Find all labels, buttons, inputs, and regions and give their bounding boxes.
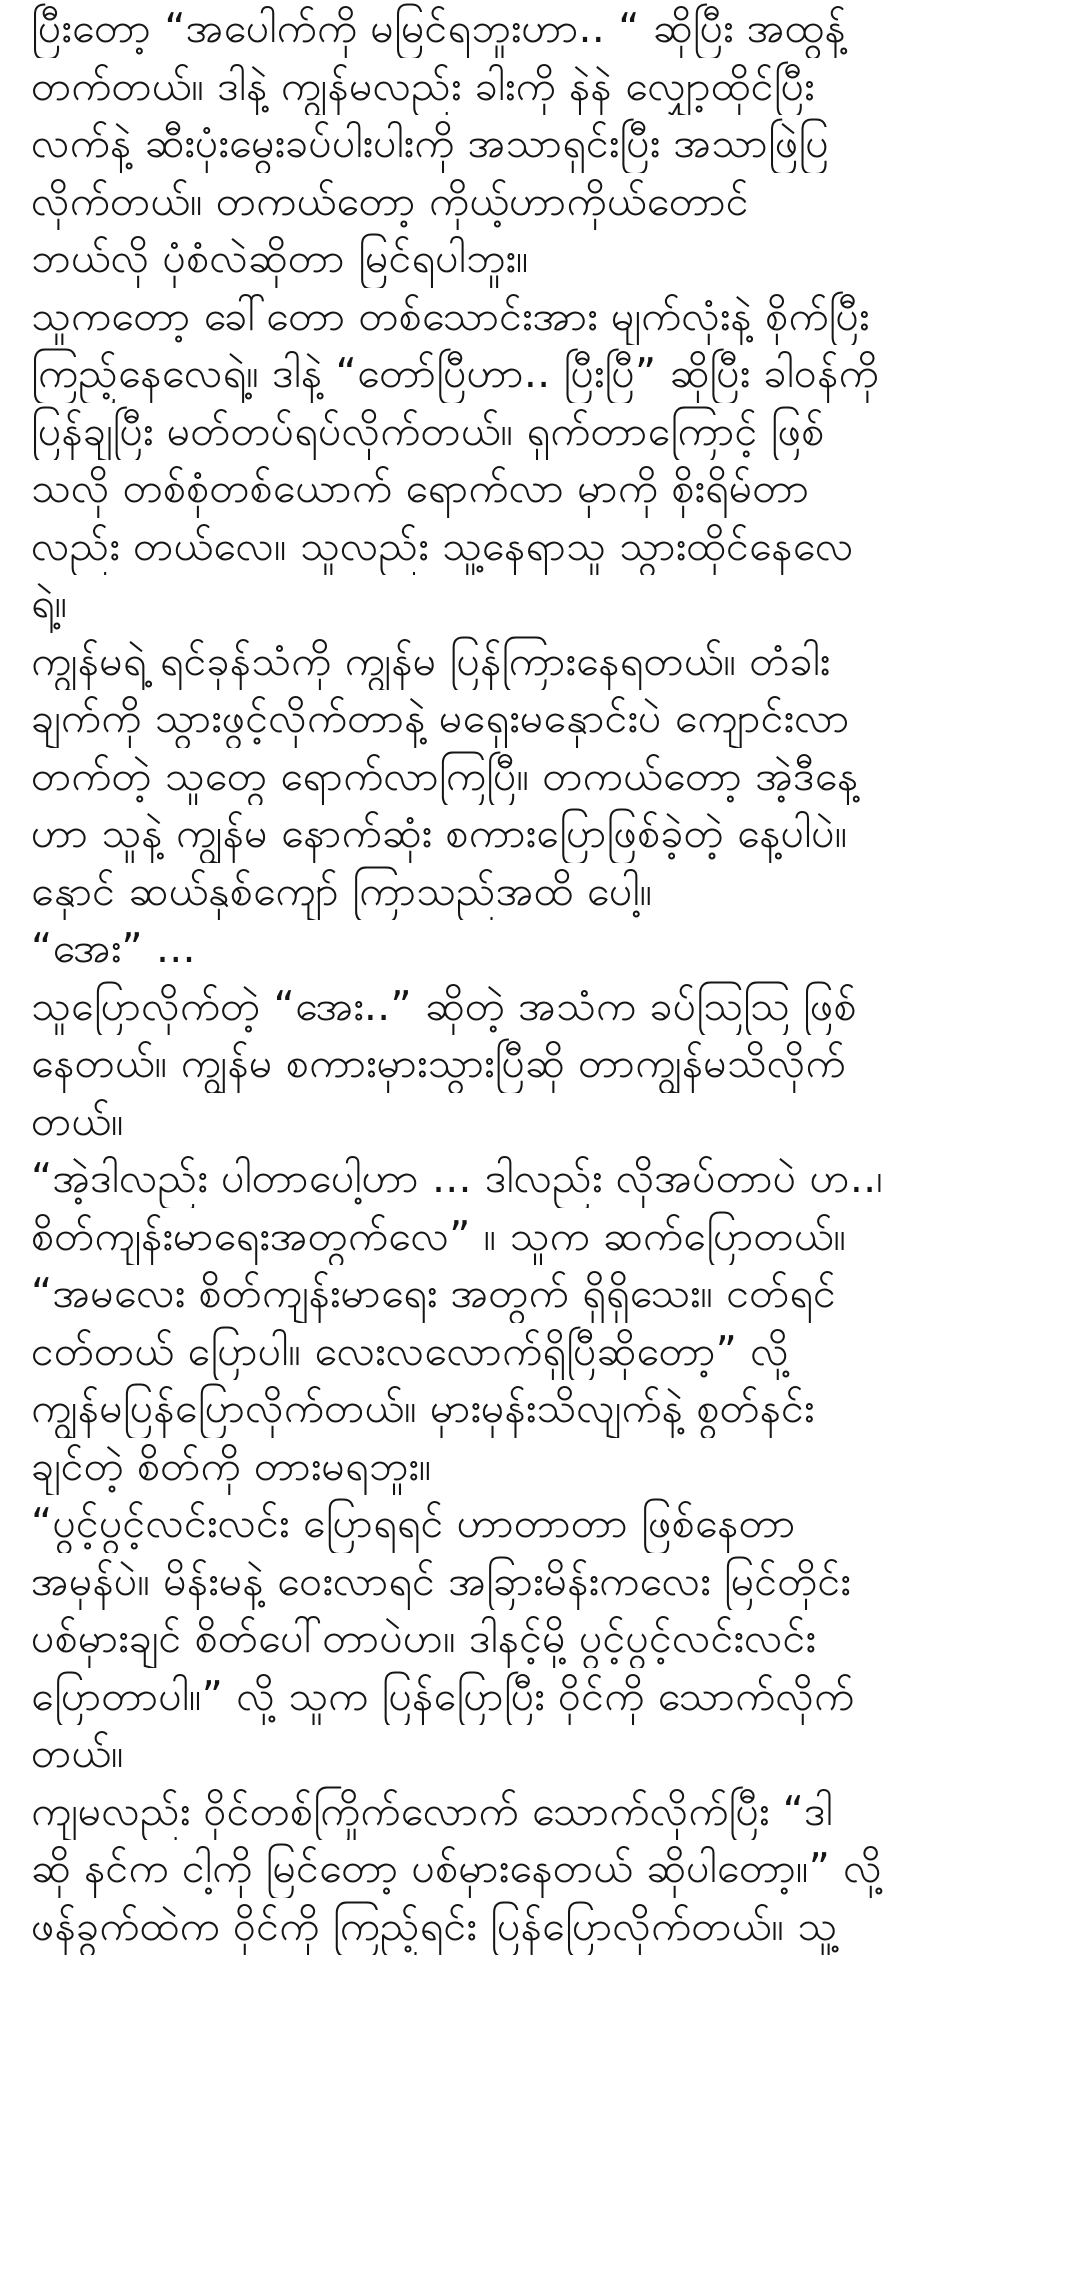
document-body bbox=[31, 0, 1056, 1955]
text-line: “အမလေး စိတ်ကျန်းမာရေး အတွက် ရှိရှိသေး။ ငတ်ရင် bbox=[31, 1269, 837, 1317]
text-line: ချက်ကို သွားဖွင့်လိုက်တာနဲ့ မရှေးမနှောင်းပဲ ကျောင်းလာ bbox=[31, 694, 850, 742]
paragraph bbox=[31, 288, 1056, 633]
text-line: တယ်။ bbox=[31, 1096, 124, 1145]
text-line: အမှန်ပဲ။ မိန်းမနဲ့ ဝေးလာရင် အခြားမိန်းကလေး မြင်တိုင်း bbox=[31, 1556, 851, 1605]
text-line: လည်း တယ်လေ။ သူလည်း သူ့နေရာသူ သွားထိုင်နေလေ bbox=[31, 521, 854, 570]
text-line: ပစ်မှားချင် စိတ်ပေါ်တာပဲဟ။ ဒါနင့်မို့ ပွင့်ပွင့်လင်းလင်း bbox=[31, 1614, 817, 1662]
paragraph bbox=[31, 1783, 1056, 1956]
text-line: ကျမလည်း ဝိုင်တစ်ကြိုက်လောက် သောက်လိုက်ပြီး “ဒါ bbox=[31, 1786, 833, 1835]
paragraph bbox=[31, 978, 1056, 1151]
text-line: ရဲ့။ bbox=[31, 579, 68, 627]
text-line: တက်တဲ့ သူတွေ ရောက်လာကြပြီ။ တကယ်တော့ အဲ့ဒီနေ့ bbox=[31, 751, 859, 800]
text-line: ကျွန်မရဲ့ ရင်ခုန်သံကို ကျွန်မ ပြန်ကြားနေရတယ်။ တံခါး bbox=[31, 636, 831, 685]
text-line: သူကတော့ ခေါ်တော တစ်သောင်းအား မျက်လုံးနဲ့ စိုက်ပြီး bbox=[31, 291, 870, 340]
paragraph bbox=[31, 633, 1056, 921]
text-line: ကြည့်နေလေရဲ့။ ဒါနဲ့ “တော်ပြီဟာ.. ပြီးပြီ” ဆိုပြီး ခါဝန်ကို bbox=[31, 349, 879, 397]
text-line: စိတ်ကျန်းမာရေးအတွက်လေ” ။ သူက ဆက်ပြောတယ်။ bbox=[31, 1211, 847, 1260]
text-line: ဆို နင်က ငါ့ကို မြင်တော့ ပစ်မှားနေတယ် ဆိုပါတော့။” လို့ bbox=[31, 1844, 882, 1892]
text-line: ဘယ်လို ပုံစံလဲဆိုတာ မြင်ရပါဘူး။ bbox=[31, 234, 529, 282]
text-line: လိုက်တယ်။ တကယ်တော့ ကိုယ့်ဟာကိုယ်တောင် bbox=[31, 176, 749, 225]
paragraph bbox=[31, 0, 1056, 288]
text-line: “ပွင့်ပွင့်လင်းလင်း ပြောရရင် ဟာတာတာ ဖြစ်နေတာ bbox=[31, 1499, 796, 1547]
text-line: ဟာ သူနဲ့ ကျွန်မ နောက်ဆုံး စကားပြောဖြစ်ခဲ့တဲ့ နေ့ပါပဲ။ bbox=[31, 809, 848, 857]
text-line: လက်နဲ့ ဆီးပုံးမွေးခပ်ပါးပါးကို အသာရှင်းပြီး အသာဖြဲပြ bbox=[31, 119, 829, 167]
text-line: သူပြောလိုက်တဲ့ “အေး..” ဆိုတဲ့ အသံက ခပ်သြသြ ဖြစ် bbox=[31, 981, 857, 1030]
text-line: ပြန်ချပြီး မတ်တပ်ရပ်လိုက်တယ်။ ရှက်တာကြောင့် ဖြစ် bbox=[31, 406, 825, 455]
text-line: ချင်တဲ့ စိတ်ကို တားမရဘူး။ bbox=[31, 1441, 432, 1490]
text-line: ငတ်တယ် ပြောပါ။ လေးလလောက်ရှိပြီဆိုတော့” လို့ bbox=[31, 1326, 789, 1375]
paragraph bbox=[31, 920, 1056, 978]
paragraph bbox=[31, 1150, 1056, 1265]
text-line: နှောင် ဆယ်နှစ်ကျော် ကြာသည်အထိ ပေါ့။ bbox=[31, 866, 653, 915]
text-line: “အဲ့ဒါလည်း ပါတာပေါ့ဟာ ... ဒါလည်း လိုအပ်တာပဲ ဟ..၊ bbox=[31, 1154, 884, 1202]
paragraph bbox=[31, 1265, 1056, 1495]
text-line: ပြီးတော့ “အပေါက်ကို မမြင်ရဘူးဟာ.. “ ဆိုပြီး အထွန့် bbox=[31, 4, 846, 52]
paragraph bbox=[31, 1495, 1056, 1783]
text-line: ပြောတာပါ။” လို့ သူက ပြန်ပြောပြီး ဝိုင်ကို သောက်လိုက် bbox=[31, 1671, 855, 1720]
text-line: သလို တစ်စုံတစ်ယောက် ရောက်လာ မှာကို စိုးရိမ်တာ bbox=[31, 464, 810, 512]
text-line: ဖန်ခွက်ထဲက ဝိုင်ကို ကြည့်ရင်း ပြန်ပြောလိုက်တယ်။ သူ့ bbox=[31, 1901, 838, 1950]
text-line: တယ်။ bbox=[31, 1729, 124, 1777]
text-line: တက်တယ်။ ဒါနဲ့ ကျွန်မလည်း ခါးကို နဲနဲ လျှော့ထိုင်ပြီး bbox=[31, 61, 815, 110]
text-line: ကျွန်မပြန်ပြောလိုက်တယ်။ မှားမှန်းသိလျက်နဲ့ စွတ်နင်း bbox=[31, 1384, 815, 1432]
text-line: နေတယ်။ ကျွန်မ စကားမှားသွားပြီဆို တာကျွန်မသိလိုက် bbox=[31, 1039, 846, 1087]
text-line: “အေး” ... bbox=[31, 924, 196, 972]
